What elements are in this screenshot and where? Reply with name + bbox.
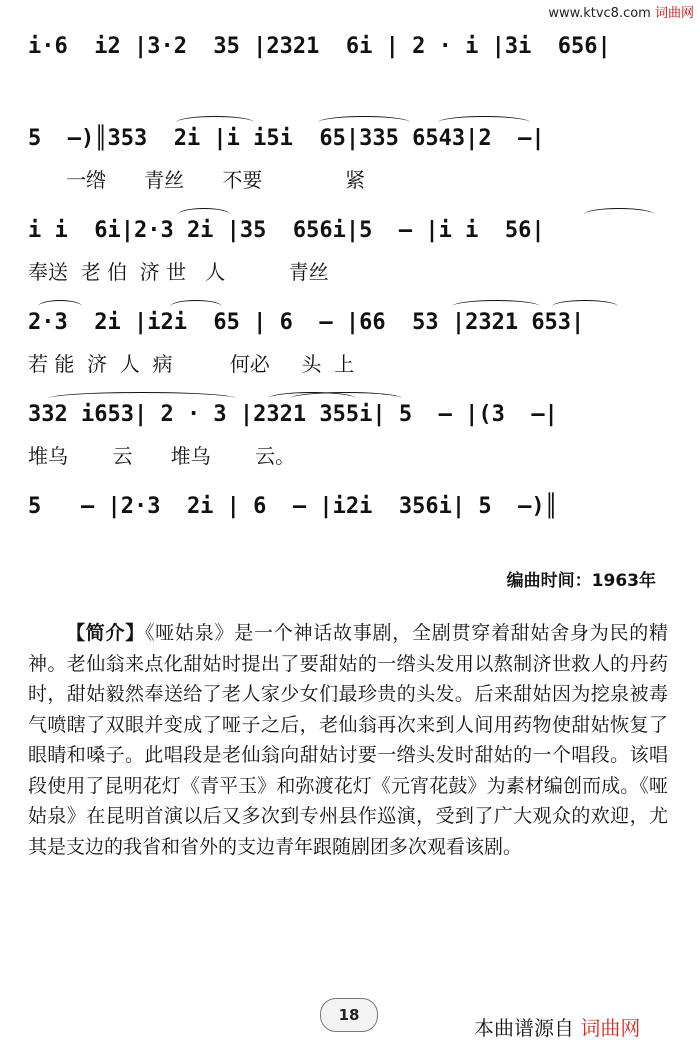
- watermark-url: www.ktvc8.com: [548, 6, 651, 21]
- notes-line: 5 —)║353 2i |i i5i 65|335 6543|2 —|: [28, 126, 545, 151]
- notes-line: i·6 i2 |3·2 35 |2321 6i | 2 · i |3i 656|: [28, 34, 611, 59]
- score-system-6: [28, 482, 678, 574]
- lyrics-line: 堆乌 云 堆乌 云。: [28, 444, 296, 468]
- source-label: 本曲谱源自: [474, 1016, 574, 1040]
- site-watermark: [548, 2, 694, 21]
- page-number: 18: [320, 998, 378, 1032]
- score-system-5: [28, 390, 678, 482]
- lyrics-line: 若 能 济 人 病 何必 头 上: [28, 352, 355, 376]
- lyrics-line: 奉送 老 伯 济 世 人 青丝: [28, 260, 329, 284]
- score-system-3: [28, 206, 678, 298]
- source-site: 词曲网: [580, 1016, 641, 1040]
- score-system-2: [28, 114, 678, 206]
- introduction-paragraph: [28, 618, 668, 862]
- composition-date: 编曲时间：1963年: [506, 571, 656, 591]
- lyrics-line: 一绺 青丝 不要 紧: [28, 168, 366, 192]
- notes-line: 5 — |2·3 2i | 6 — |i2i 356i| 5 —)║: [28, 494, 558, 519]
- intro-text: 《哑姑泉》是一个神话故事剧，全剧贯穿着甜姑舍身为民的精神。老仙翁来点化甜姑时提出了要甜姑的一绺头发用以熬制济世救人的丹药时，甜姑毅然奉送给了老人家少女们最珍贵的头发。后来甜姑因为挖泉被毒气喷瞎了双眼并变成了哑子之后，老仙翁再次来到人间用药物使甜姑恢复了眼睛和嗓子。此唱段是老仙翁向甜姑讨要一绺头发时甜姑的一个唱段。该唱段使用了昆明花灯《青平玉》和弥渡花灯《元宵花鼓》为素材编创而成。《哑姑泉》在昆明首演以后又多次到专州县作巡演，受到了广大观众的欢迎，尤其是支边的我省和省外的支边青年跟随剧团多次观看该剧。: [28, 622, 668, 858]
- notes-line: 332 i653| 2 · 3 |2321 355i| 5 — |(3 —|: [28, 402, 558, 427]
- notes-line: i i 6i|2·3 2i |35 656i|5 — |i i 56|: [28, 218, 545, 243]
- watermark-name: 词曲网: [654, 6, 694, 21]
- source-credit: [474, 1012, 640, 1041]
- music-score: [28, 22, 678, 574]
- notes-line: 2·3 2i |i2i 65 | 6 — |66 53 |2321 653|: [28, 310, 585, 335]
- score-system-4: [28, 298, 678, 390]
- score-system-1: [28, 22, 678, 114]
- intro-tag: 【简介】: [66, 622, 145, 644]
